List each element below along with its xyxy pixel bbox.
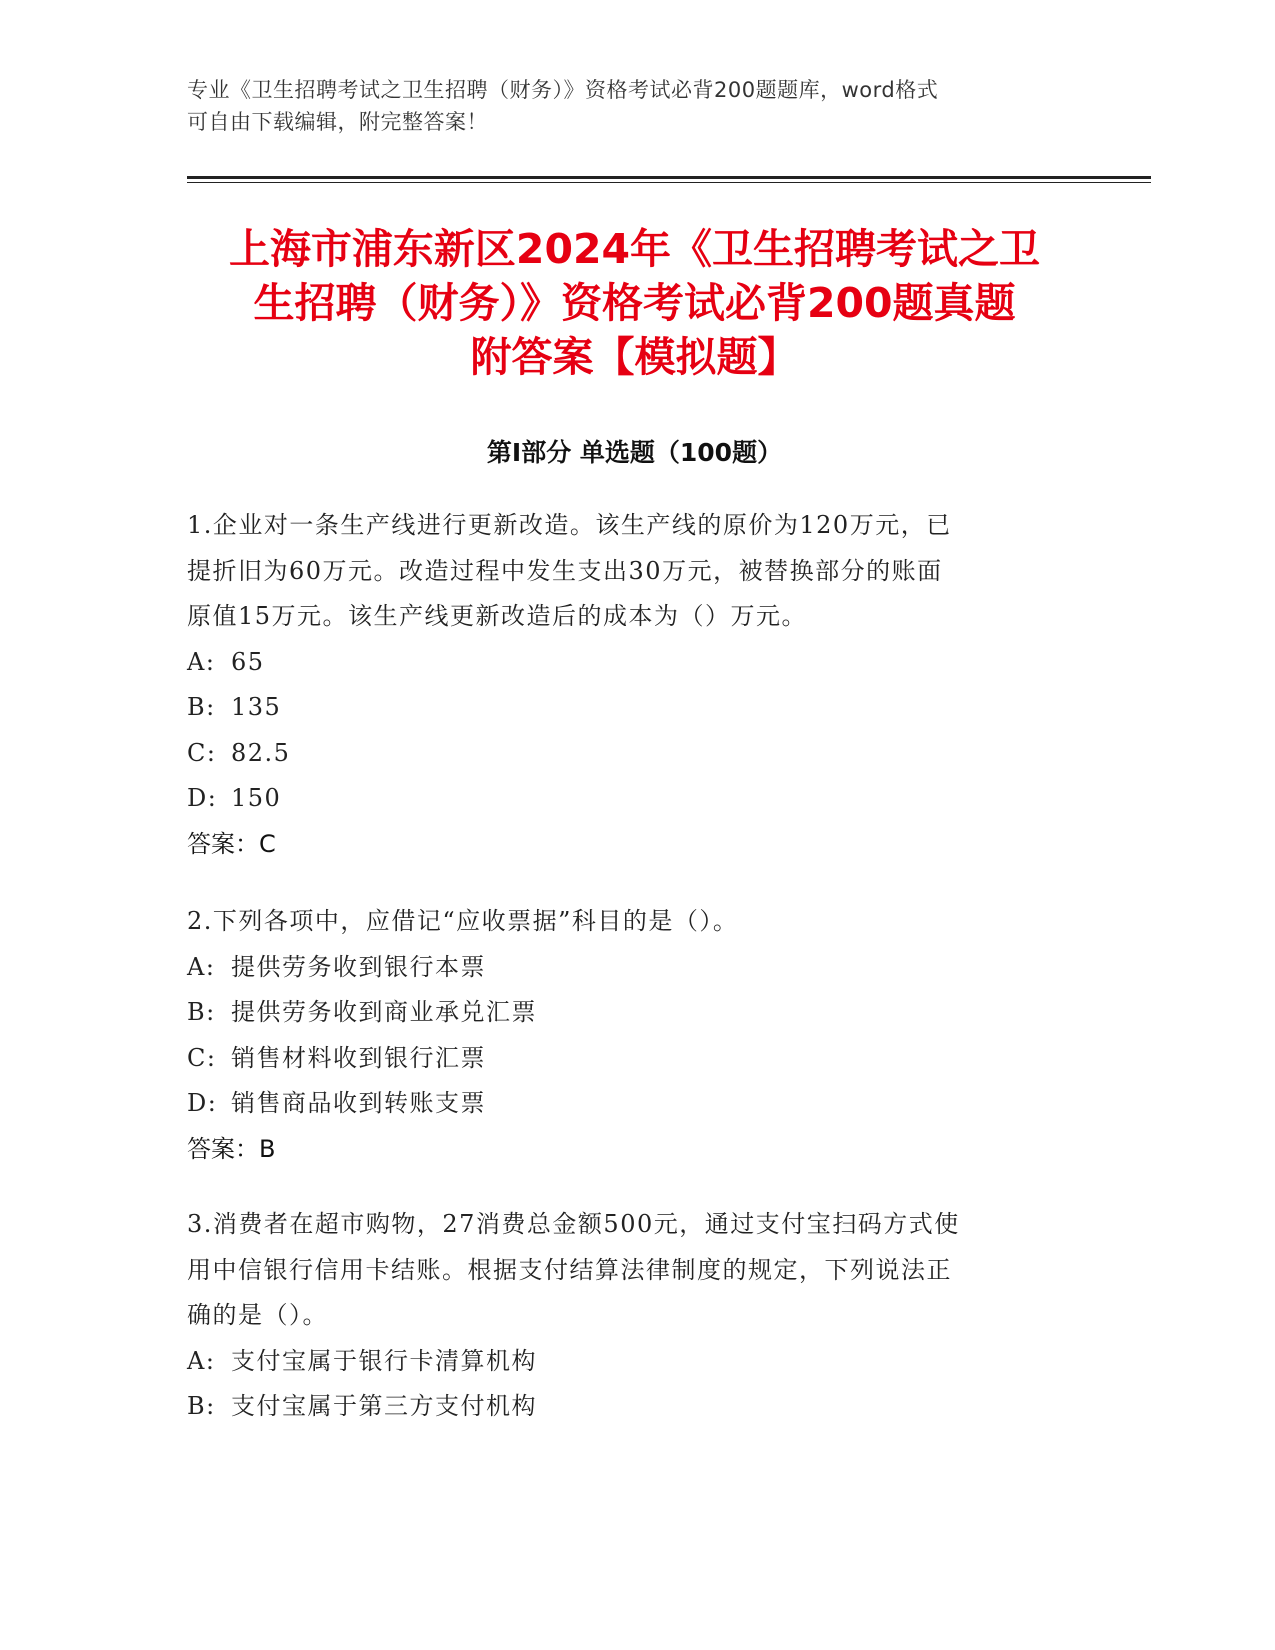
option-text: 提供劳务收到银行本票 [231, 952, 486, 981]
document-title-line-1: 上海市浦东新区2024年《卫生招聘考试之卫 [228, 225, 1041, 273]
section-title: 第Ⅰ部分 单选题（100题） [486, 438, 783, 467]
question-stem-line: 1.企业对一条生产线进行更新改造。该生产线的原价为120万元，已 [187, 511, 952, 539]
option-text: 135 [231, 693, 282, 721]
option-letter: A: [187, 647, 216, 676]
option-b [187, 1384, 1067, 1430]
question-2 [187, 899, 1067, 1172]
option-text: 销售商品收到转账支票 [231, 1089, 486, 1117]
option-letter: D: [187, 784, 218, 812]
option-letter: A: [187, 1346, 216, 1375]
document-title-line-3: 附答案【模拟题】 [470, 333, 799, 381]
answer-line: 答案：B [187, 1134, 276, 1163]
option-text: 150 [231, 784, 282, 812]
option-text: 销售材料收到银行汇票 [231, 1043, 486, 1072]
question-stem-line: 3.消费者在超市购物，27消费总金额500元，通过支付宝扫码方式使 [187, 1210, 960, 1238]
question-stem-line: 2.下列各项中，应借记“应收票据”科目的是（）。 [187, 907, 739, 935]
option-letter: B: [187, 693, 216, 721]
question-3 [187, 1202, 1067, 1430]
option-letter: D: [187, 1089, 218, 1117]
document-title [187, 222, 1082, 384]
option-a [187, 1339, 1067, 1385]
option-text: 支付宝属于银行卡清算机构 [231, 1346, 537, 1375]
option-text: 82.5 [231, 738, 291, 767]
option-letter: C: [187, 1043, 217, 1072]
option-text: 65 [231, 647, 265, 676]
header-note [187, 74, 1067, 138]
option-letter: A: [187, 952, 216, 981]
option-a [187, 640, 1067, 686]
header-note-line-2: 可自由下载编辑，附完整答案！ [187, 110, 488, 134]
option-a [187, 945, 1067, 991]
question-stem-line: 用中信银行信用卡结账。根据支付结算法律制度的规定，下列说法正 [187, 1255, 952, 1284]
option-text: 支付宝属于第三方支付机构 [231, 1392, 537, 1420]
option-c [187, 1036, 1067, 1082]
option-letter: B: [187, 1392, 216, 1420]
option-c [187, 731, 1067, 777]
option-text: 提供劳务收到商业承兑汇票 [231, 998, 537, 1026]
option-letter: B: [187, 998, 216, 1026]
header-note-line-1: 专业《卫生招聘考试之卫生招聘（财务）》资格考试必背200题题库，word格式 [187, 78, 939, 102]
question-stem-line: 提折旧为60万元。改造过程中发生支出30万元，被替换部分的账面 [187, 556, 943, 585]
option-b [187, 685, 1067, 731]
question-stem-line: 原值15万元。该生产线更新改造后的成本为（）万元。 [187, 602, 808, 630]
header-divider-thick [187, 176, 1151, 179]
question-stem-line: 确的是（）。 [187, 1301, 328, 1329]
header-divider-thin [187, 182, 1151, 183]
option-d [187, 1081, 1067, 1127]
question-1 [187, 503, 1067, 867]
document-title-line-2: 生招聘（财务）》资格考试必背200题真题 [253, 279, 1016, 327]
option-letter: C: [187, 738, 217, 767]
option-d [187, 776, 1067, 822]
answer-line: 答案：C [187, 829, 276, 858]
option-b [187, 990, 1067, 1036]
